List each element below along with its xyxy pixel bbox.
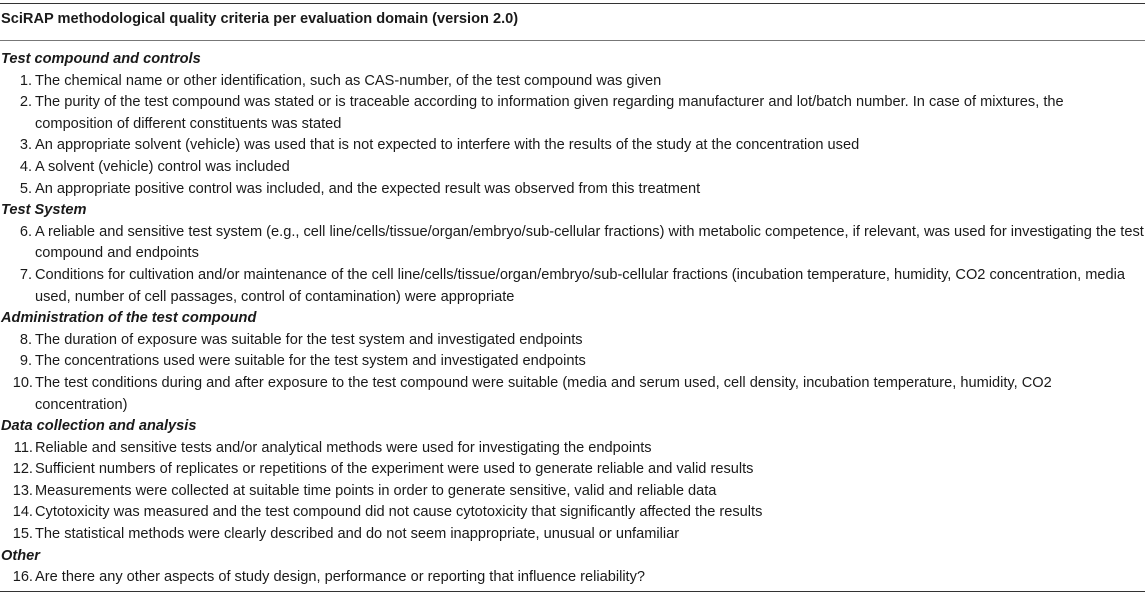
criterion-row — [0, 135, 1145, 157]
criterion-text: Are there any other aspects of study design, performance or reporting that influence reliability? — [35, 569, 646, 586]
criterion-number: 6. — [19, 223, 32, 240]
table-title: SciRAP methodological quality criteria per evaluation domain (version 2.0) — [1, 11, 519, 27]
criterion-row — [0, 265, 1145, 308]
section-administration-of-test-compound — [0, 308, 1145, 416]
criterion-row — [0, 92, 1145, 135]
criterion-text: A solvent (vehicle) control was included — [35, 158, 290, 175]
criterion-row — [0, 524, 1145, 546]
criterion-number: 11. — [13, 439, 33, 456]
criterion-row — [0, 373, 1145, 416]
table-header-rule — [0, 40, 1145, 41]
criterion-row — [0, 481, 1145, 503]
criterion-text: Reliable and sensitive tests and/or analytical methods were used for investigating the endpoints — [35, 439, 652, 456]
criterion-row — [0, 157, 1145, 179]
section-other — [0, 546, 1145, 589]
criterion-row — [0, 438, 1145, 460]
criterion-text: An appropriate solvent (vehicle) was used that is not expected to interfere with the results of the study at the concentration used — [35, 137, 860, 154]
criterion-row — [0, 351, 1145, 373]
section-test-system — [0, 200, 1145, 308]
criterion-number: 10. — [12, 374, 33, 391]
criterion-number: 4. — [19, 158, 32, 175]
criterion-text: A reliable and sensitive test system (e.g., cell line/cells/tissue/organ/embryo/sub-cellular fractions) with metabolic competence, if relevant, was used for investigating the test compound and endpoints — [35, 223, 1144, 262]
criterion-number: 13. — [12, 482, 33, 499]
criterion-text: Measurements were collected at suitable time points in order to generate sensitive, valid and reliable data — [35, 482, 717, 499]
criterion-text: The chemical name or other identification, such as CAS-number, of the test compound was given — [35, 72, 662, 89]
table-body — [0, 49, 1145, 589]
criterion-row — [0, 179, 1145, 201]
table-top-rule — [0, 3, 1145, 4]
criterion-row — [0, 567, 1145, 589]
criterion-row — [0, 459, 1145, 481]
criterion-text: The duration of exposure was suitable for the test system and investigated endpoints — [35, 331, 583, 348]
criterion-text: An appropriate positive control was included, and the expected result was observed from this treatment — [35, 180, 701, 197]
criterion-number: 14. — [12, 504, 33, 521]
criterion-text: Conditions for cultivation and/or maintenance of the cell line/cells/tissue/organ/embryo/sub-cellular fractions (incubation temperature, humidity, CO2 concentration, media used, number of cell passages, control of contamination) were appropriate — [35, 266, 1125, 305]
criterion-text: Sufficient numbers of replicates or repetitions of the experiment were used to generate reliable and valid results — [35, 461, 754, 478]
criterion-text: The purity of the test compound was stated or is traceable according to information given regarding manufacturer and lot/batch number. In case of mixtures, the composition of different constituents was stated — [35, 94, 1064, 132]
section-data-collection-and-analysis — [0, 416, 1145, 546]
criterion-text: Cytotoxicity was measured and the test compound did not cause cytotoxicity that significantly affected the results — [35, 504, 763, 521]
criterion-text: The statistical methods were clearly described and do not seem inappropriate, unusual or unfamiliar — [35, 526, 680, 543]
criterion-number: 7. — [19, 266, 32, 283]
criterion-row — [0, 330, 1145, 352]
criterion-number: 8. — [19, 331, 32, 348]
criterion-number: 3. — [19, 137, 32, 154]
section-heading: Administration of the test compound — [1, 310, 257, 327]
section-heading: Other — [1, 547, 40, 564]
criterion-number: 1. — [19, 72, 32, 89]
criterion-number: 2. — [19, 94, 32, 111]
criterion-number: 12. — [12, 461, 33, 478]
criterion-row — [0, 502, 1145, 524]
section-test-compound-and-controls — [0, 49, 1145, 200]
criterion-row — [0, 71, 1145, 93]
section-heading: Data collection and analysis — [1, 418, 197, 435]
criterion-number: 5. — [19, 180, 32, 197]
section-heading: Test compound and controls — [1, 51, 201, 67]
section-heading: Test System — [1, 202, 87, 219]
table-bottom-rule — [0, 591, 1145, 592]
criterion-number: 15. — [12, 526, 33, 543]
criterion-text: The test conditions during and after exposure to the test compound were suitable (media and serum used, cell density, incubation temperature, humidity, CO2 concentration) — [35, 374, 1052, 413]
criterion-row — [0, 222, 1145, 265]
criterion-number: 16. — [12, 569, 33, 586]
criterion-text: The concentrations used were suitable for the test system and investigated endpoints — [35, 353, 586, 370]
criterion-number: 9. — [19, 353, 32, 370]
